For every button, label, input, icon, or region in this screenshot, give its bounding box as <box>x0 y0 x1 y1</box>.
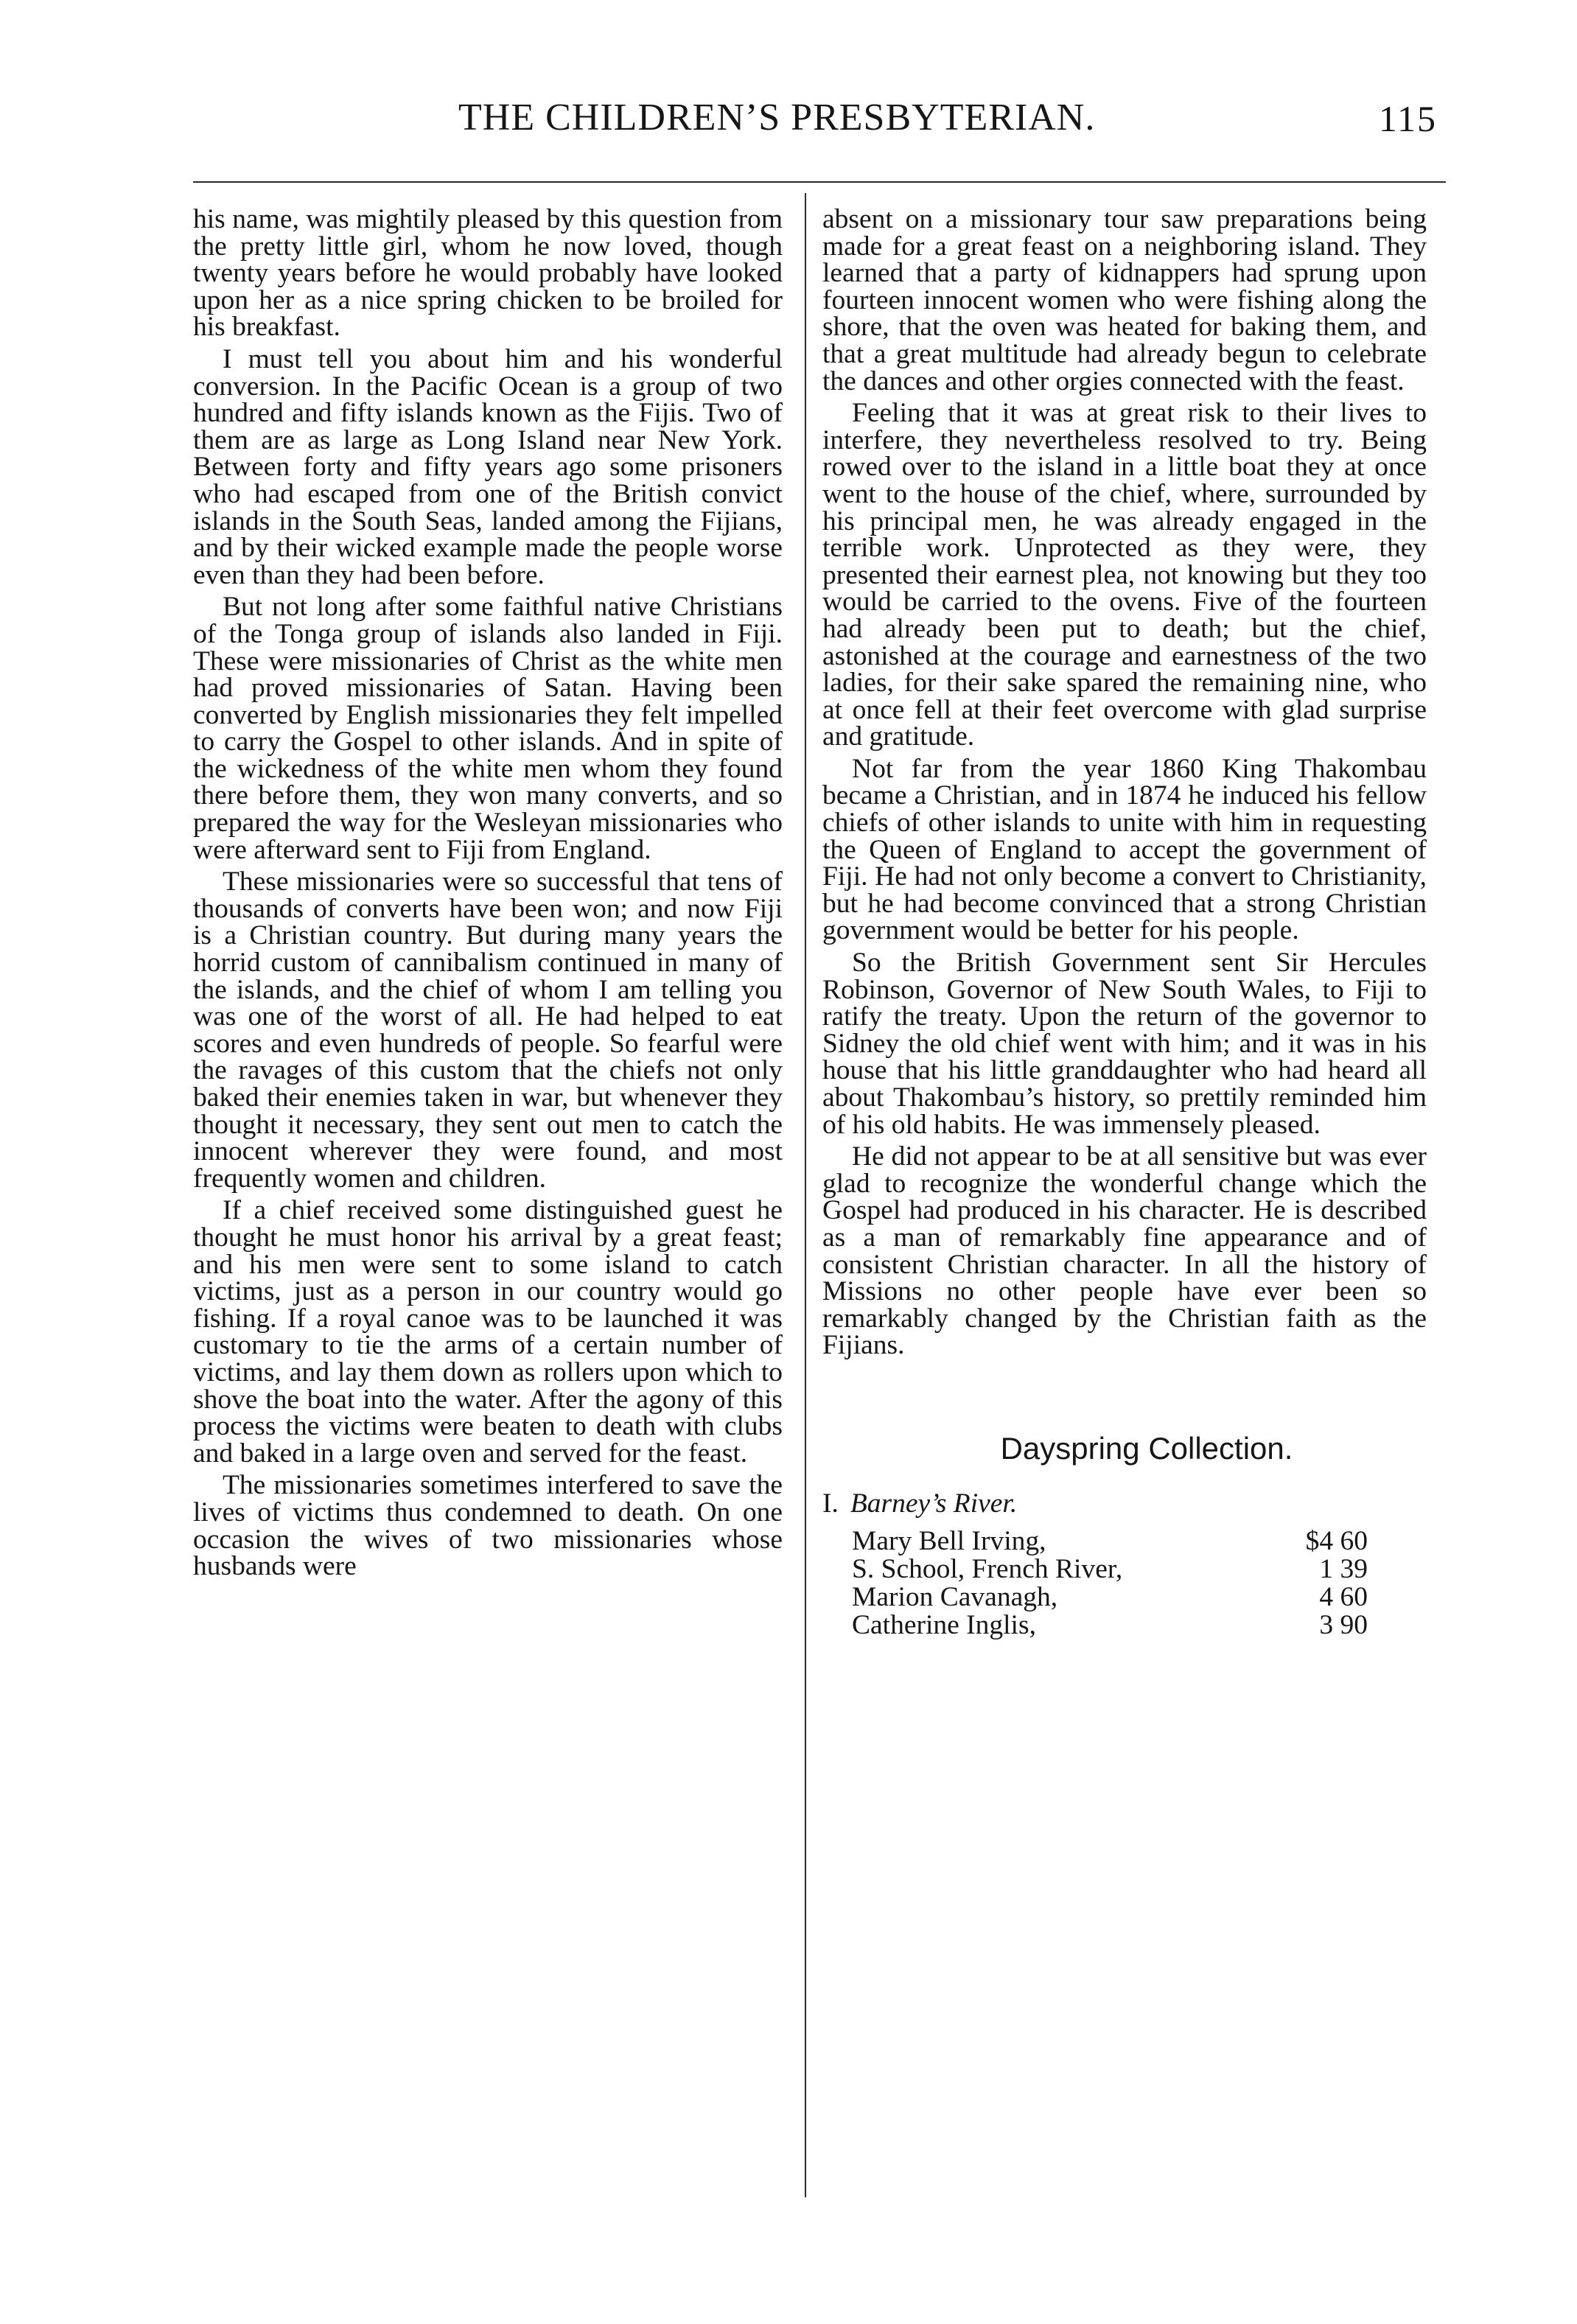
donor-name: Mary Bell Irving, <box>852 1525 1046 1556</box>
paragraph: So the British Government sent Sir Hercules Robinson, Governor of New South Wales, to Fiji to ratify the treaty. Upon the return of the governor to Sidney the old chief went with him; and it was in his house that his little granddaughter who had heard all about Thakombau’s history, so prettily reminded him of his old habits. He was immensely pleased. <box>822 948 1427 1140</box>
donation-row <box>852 1583 1368 1611</box>
donation-amount: 1 39 <box>1319 1553 1368 1584</box>
paragraph: He did not appear to be at all sensitive but was ever glad to recognize the wonderful change which the Gospel had produced in his character. He is described as a man of remarkably fine appearance and of consistent Christian character. In all the history of Missions no other people have ever been so remarkably changed by the Christian faith as the Fijians. <box>822 1141 1427 1361</box>
donation-amount: $4 60 <box>1305 1525 1368 1556</box>
column-divider <box>805 193 806 2197</box>
donor-name: Catherine Inglis, <box>852 1609 1036 1640</box>
donor-name: Marion Cavanagh, <box>852 1581 1058 1612</box>
page-number: 115 <box>1378 98 1437 139</box>
donation-row <box>852 1527 1368 1555</box>
paragraph: I must tell you about him and his wonderful conversion. In the Pacific Ocean is a group of two hundred and fifty islands known as the Fijis. Two of them are as large as Long Island near New York. Between forty and fifty years ago some prisoners who had escaped from one of the British convict islands in the South Seas, landed among the Fijians, and by their wicked example made the people worse even than they had been before. <box>193 343 783 590</box>
collection-heading: Dayspring Collection. <box>1000 1430 1293 1466</box>
paragraph: Feeling that it was at great risk to their lives to interfere, they nevertheless resolved to try. Being rowed over to the island in a little boat they at once went to the house of the chief, where, surrounded by his principal men, he was already engaged in the terrible work. Unprotected as they were, they presented their earnest plea, not knowing but they too would be carried to the ovens. Five of the fourteen had already been put to death; but the chief, astonished at the courage and earnestness of the two ladies, for their sake spared the remaining nine, who at once fell at their feet overcome with glad surprise and gratitude. <box>822 398 1427 752</box>
paragraph: If a chief received some distinguished guest he thought he must honor his arrival by a great feast; and his men were sent to some island to catch victims, just as a person in our country would go fishing. If a royal canoe was to be launched it was customary to tie the arms of a certain number of victims, and lay them down as rollers upon which to shove the boat into the water. After the agony of this process the victims were beaten to death with clubs and baked in a large oven and served for the feast. <box>193 1195 783 1469</box>
left-column <box>193 206 783 1581</box>
paragraph: These missionaries were so successful that tens of thousands of converts have been won; and now Fiji is a Christian country. But during many years the horrid custom of cannibalism continued in many of the islands, and the chief of whom I am telling you was one of the worst of all. He had helped to eat scores and even hundreds of people. So fearful were the ravages of this custom that the chiefs not only baked their enemies taken in war, but whenever they thought it necessary, they sent out men to catch the innocent wherever they were found, and most frequently women and children. <box>193 867 783 1194</box>
right-column <box>822 206 1427 1639</box>
donation-list <box>822 1527 1368 1639</box>
paragraph: Not far from the year 1860 King Thakombau became a Christian, and in 1874 he induced his fellow chiefs of other islands to unite with him in requesting the Queen of England to accept the government of Fiji. He had not only become a convert to Christianity, but he had become convinced that a strong Christian government would be better for his people. <box>822 753 1427 946</box>
paragraph: absent on a missionary tour saw preparations being made for a great feast on a neighboring island. They learned that a party of kidnappers had sprung upon fourteen innocent women who were fishing along the shore, that the oven was heated for baking them, and that a great multitude had already begun to celebrate the dances and other orgies connected with the feast. <box>822 204 1427 396</box>
section-name: Barney’s River. <box>850 1488 1018 1519</box>
section-number: I. <box>822 1488 839 1519</box>
donation-amount: 4 60 <box>1319 1581 1368 1612</box>
donation-row <box>852 1555 1368 1583</box>
header-rule <box>193 181 1446 183</box>
paragraph: But not long after some faithful native Christians of the Tonga group of islands also landed in Fiji. These were missionaries of Christ as the white men had proved missionaries of Satan. Having been converted by English missionaries they felt impelled to carry the Gospel to other islands. And in spite of the wickedness of the white men whom they found there before them, they won many converts, and so prepared the way for the Wesleyan missionaries who were afterward sent to Fiji from England. <box>193 592 783 865</box>
paragraph: his name, was mightily pleased by this question from the pretty little girl, whom he now loved, though twenty years before he would probably have looked upon her as a nice spring chicken to be broiled for his breakfast. <box>193 204 783 343</box>
donation-amount: 3 90 <box>1319 1609 1368 1640</box>
donor-name: S. School, French River, <box>852 1553 1123 1584</box>
running-header <box>442 96 1444 155</box>
journal-title: THE CHILDREN’S PRESBYTERIAN. <box>458 97 1096 139</box>
paragraph: The missionaries sometimes interfered to save the lives of victims thus condemned to death. On one occasion the wives of two missionaries whose husbands were <box>193 1470 783 1582</box>
collection-section <box>822 1489 1427 1519</box>
donation-row <box>852 1611 1368 1639</box>
